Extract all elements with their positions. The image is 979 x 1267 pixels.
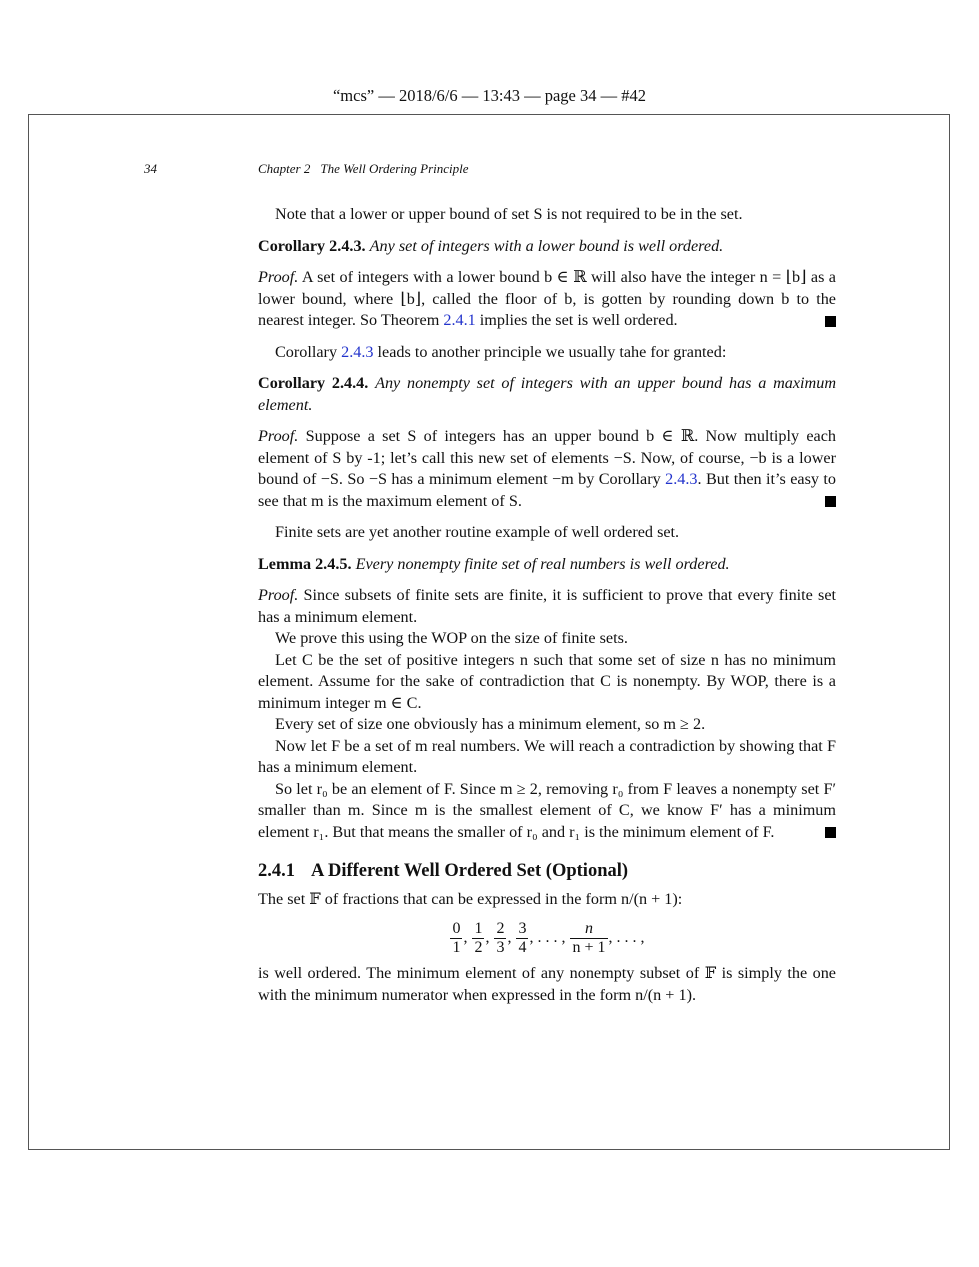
corollary-label: Corollary 2.4.3. [258,236,366,255]
proof-text-end: implies the set is well ordered. [479,311,678,329]
proof-paragraph: Every set of size one obviously has a minimum element, so m ≥ 2. [275,715,706,733]
proof-paragraph: We prove this using the WOP on the size of finite sets. [275,629,628,647]
corollary-statement: Any set of integers with a lower bound is well ordered. [369,236,724,255]
corollary-2-4-4 [258,373,836,416]
proof-text: So let r₀ be an element of F. Since m ≥ 2, removing r₀ from F leaves a nonempty set F′ smaller than m. Since m is the smallest element of C, we know F′ has a minimum element r₁. But that means the smaller of r₀ and r₁ is the minimum element of F. [258,779,836,841]
paragraph-well-ordered: is well ordered. The minimum element of any nonempty subset of 𝔽 is simply the one with the minimum numerator when expressed in the form n/(n + 1). [258,964,836,1004]
fraction-denominator: n + 1 [572,939,606,956]
proof-text: A set of integers with a lower bound b ∈ ℝ will also have the integer n = ⌊b⌋ as a lower bound, where ⌊b⌋, called the floor of b, is gotten by rounding down b to the nearest integer. So Theorem [258,268,836,329]
qed-symbol [825,827,836,838]
proof-lemma-2-4-5 [258,585,836,628]
fraction [516,920,528,957]
fraction-numerator: n [570,920,607,939]
corollary-link[interactable]: 2.4.3 [341,342,374,361]
proof-label: Proof. [258,427,299,445]
running-head [258,161,469,177]
ellipsis-tail: , . . . , [608,929,645,947]
paragraph-text: Corollary [275,342,338,361]
proof-paragraph: Now let F be a set of m real numbers. We will reach a contradiction by showing that F has a minimum element. [258,736,836,776]
paragraph-text-end: leads to another principle we usually tahe for granted: [377,342,727,361]
corollary-label: Corollary 2.4.4. [258,374,369,392]
fraction-numerator: 1 [474,920,483,937]
fraction [472,920,484,957]
proof-paragraph-final [258,779,836,844]
display-equation: $\frac{0}{1}$ , $\frac{1}{2}$ , $\frac{2}{3}$ , $\frac{3}{4}$ , . . . , $\frac{n}{n + 1}$ , . . . , [452,920,645,956]
proof-text: Since subsets of finite sets are finite, it is sufficient to prove that every finite set has a minimum element. [258,586,836,626]
lemma-statement: Every nonempty finite set of real numbers is well ordered. [355,554,730,573]
lemma-label: Lemma 2.4.5. [258,554,352,573]
corollary-statement: Any nonempty set of integers with an upper bound has a maximum element. [258,374,837,414]
fraction-denominator: 2 [474,939,483,956]
body-text [258,204,836,1006]
proof-corollary-2-4-4 [258,426,836,512]
paragraph-corollary-lead [258,342,836,364]
page-number: 34 [144,161,157,176]
proof-paragraph: Let C be the set of positive integers n such that some set of size n has no minimum element. Assume for the sake of contradiction that C is nonempty. By WOP, there is a minimum integer m ∈ C. [258,650,836,712]
section-title: A Different Well Ordered Set (Optional) [311,861,629,881]
corollary-2-4-3 [258,236,836,258]
qed-symbol [825,496,836,507]
chapter-label: Chapter 2 [258,161,311,176]
fraction-numerator: 0 [452,920,461,937]
chapter-title: The Well Ordering Principle [320,161,469,176]
proof-text: Suppose a set S of integers has an upper bound b ∈ ℝ. Now multiply each element of S by -1; let’s call this new set of elements −S. Now, of course, −b is a lower bound of −S. So −S has a minimum element −m by Corollary [258,427,837,488]
fraction-denominator: 4 [518,939,527,956]
fraction-denominator: 3 [496,939,505,956]
paragraph-finite-sets: Finite sets are yet another routine example of well ordered set. [275,523,680,541]
fraction-numerator: 2 [496,920,505,937]
proof-label: Proof. [258,268,299,286]
paragraph-bound-note: Note that a lower or upper bound of set S is not required to be in the set. [275,205,743,223]
page-topline: “mcs” — 2018/6/6 — 13:43 — page 34 — #42 [332,86,646,105]
lemma-2-4-5 [258,554,836,576]
proof-corollary-2-4-3 [258,267,836,332]
ellipsis: , . . . , [529,929,566,947]
fraction-denominator: 1 [452,939,461,956]
proof-label: Proof. [258,586,299,604]
fraction [494,920,506,957]
paragraph-set-f: The set 𝔽 of fractions that can be expressed in the form n/(n + 1): [258,889,683,908]
fraction [450,920,462,957]
section-heading [258,861,836,883]
corollary-link[interactable]: 2.4.3 [665,470,698,488]
theorem-link[interactable]: 2.4.1 [443,311,476,329]
fraction-numerator: 3 [518,920,527,937]
proof-text-end: . But then it’s easy to see that m is the maximum element of S. [258,470,836,510]
qed-symbol [825,316,836,327]
fraction-general [570,920,607,957]
section-number: 2.4.1 [258,861,295,881]
